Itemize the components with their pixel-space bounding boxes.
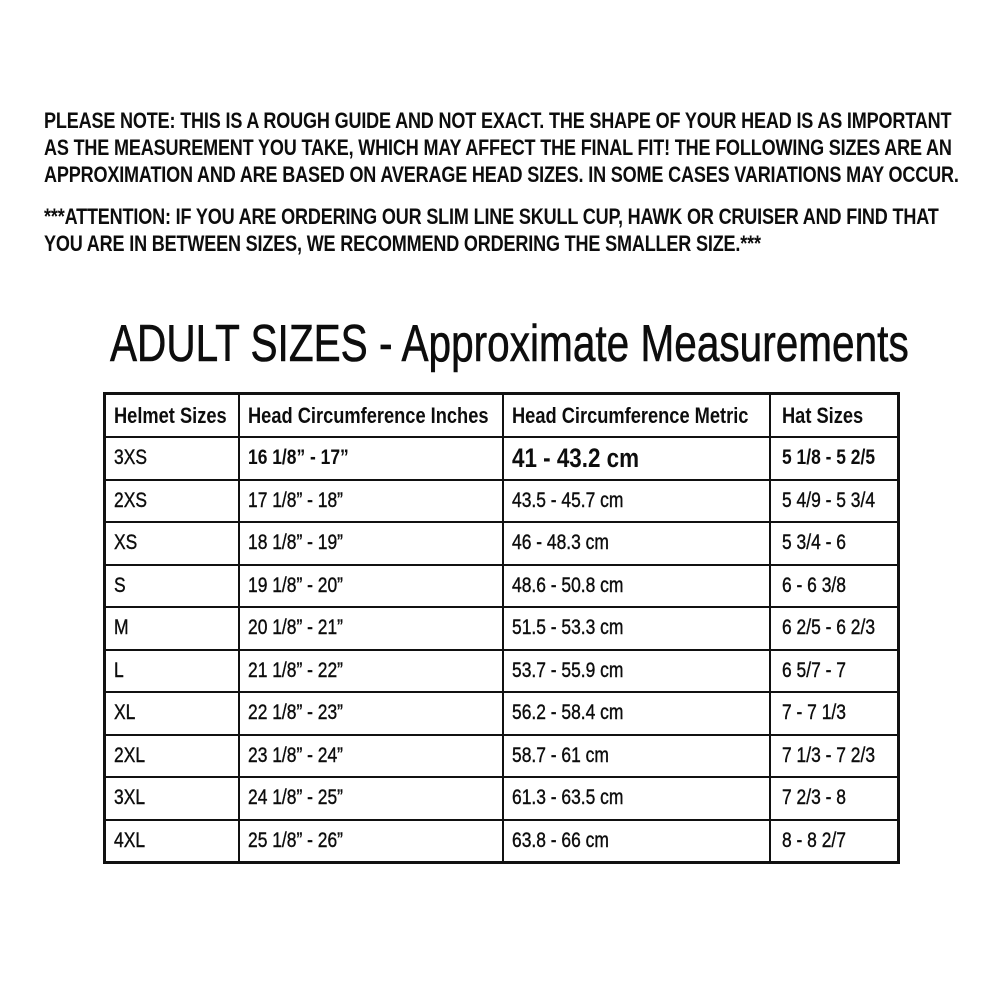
- attention-line: YOU ARE IN BETWEEN SIZES, WE RECOMMEND ORDERING THE SMALLER SIZE.***: [44, 231, 761, 256]
- helmet-size-cell: [105, 735, 239, 778]
- helmet-size-cell: [105, 607, 239, 650]
- helmet-size-value: 2XS: [114, 488, 147, 512]
- header-head-circumference-metric: [503, 394, 770, 438]
- note-line: APPROXIMATION AND ARE BASED ON AVERAGE HEAD SIZES. IN SOME CASES VARIATIONS MAY OCCUR.: [44, 162, 959, 187]
- hat-size-value: 7 2/3 - 8: [781, 786, 846, 810]
- metric-cell: [503, 650, 770, 693]
- inches-value: 21 1/8” - 22”: [247, 658, 343, 682]
- inches-value: 19 1/8” - 20”: [247, 573, 343, 597]
- helmet-size-cell: [105, 522, 239, 565]
- header-label: Head Circumference Inches: [247, 402, 489, 428]
- metric-cell: [503, 735, 770, 778]
- inches-cell: [239, 650, 503, 693]
- hat-size-value: 5 3/4 - 6: [781, 531, 846, 555]
- helmet-size-cell: [105, 692, 239, 735]
- inches-cell: [239, 735, 503, 778]
- helmet-size-cell: [105, 565, 239, 608]
- attention-paragraph: [44, 203, 1000, 257]
- header-label: Helmet Sizes: [114, 402, 227, 428]
- inches-cell: [239, 522, 503, 565]
- table-row: [105, 820, 899, 863]
- adult-sizes-table: [103, 392, 900, 864]
- table-row: [105, 607, 899, 650]
- hat-size-value: 8 - 8 2/7: [781, 828, 846, 852]
- note-line: PLEASE NOTE: THIS IS A ROUGH GUIDE AND NOT EXACT. THE SHAPE OF YOUR HEAD IS AS IMPORTANT: [44, 108, 952, 133]
- inches-cell: [239, 480, 503, 523]
- inches-cell: [239, 820, 503, 863]
- hat-size-value: 6 5/7 - 7: [781, 658, 846, 682]
- note-line: AS THE MEASUREMENT YOU TAKE, WHICH MAY AFFECT THE FINAL FIT! THE FOLLOWING SIZES ARE AN: [44, 135, 952, 160]
- hat-size-cell: [770, 650, 899, 693]
- metric-value: 56.2 - 58.4 cm: [511, 701, 623, 725]
- metric-cell: [503, 607, 770, 650]
- inches-value: 22 1/8” - 23”: [247, 701, 343, 725]
- helmet-size-value: 4XL: [114, 828, 146, 852]
- table-row: [105, 692, 899, 735]
- hat-size-value: 5 1/8 - 5 2/5: [781, 446, 875, 470]
- hat-size-cell: [770, 522, 899, 565]
- inches-cell: [239, 692, 503, 735]
- inches-value: 24 1/8” - 25”: [247, 786, 343, 810]
- metric-value: 43.5 - 45.7 cm: [511, 488, 623, 512]
- metric-value: 46 - 48.3 cm: [511, 531, 609, 555]
- table-row: [105, 777, 899, 820]
- inches-value: 16 1/8” - 17”: [247, 446, 349, 470]
- helmet-size-value: XS: [114, 531, 138, 555]
- header-hat-sizes: [770, 394, 899, 438]
- hat-size-cell: [770, 437, 899, 480]
- helmet-size-value: L: [114, 658, 124, 682]
- helmet-size-value: 3XL: [114, 786, 146, 810]
- page-title: ADULT SIZES - Approximate Measurements: [110, 315, 909, 373]
- inches-value: 20 1/8” - 21”: [247, 616, 343, 640]
- inches-value: 18 1/8” - 19”: [247, 531, 343, 555]
- table-row: [105, 565, 899, 608]
- metric-cell: [503, 820, 770, 863]
- table-row: [105, 735, 899, 778]
- hat-size-cell: [770, 692, 899, 735]
- inches-value: 25 1/8” - 26”: [247, 828, 343, 852]
- metric-value: 48.6 - 50.8 cm: [511, 573, 623, 597]
- hat-size-cell: [770, 735, 899, 778]
- hat-size-cell: [770, 480, 899, 523]
- hat-size-value: 7 - 7 1/3: [781, 701, 846, 725]
- hat-size-value: 7 1/3 - 7 2/3: [781, 743, 875, 767]
- helmet-size-cell: [105, 437, 239, 480]
- metric-value: 63.8 - 66 cm: [511, 828, 609, 852]
- helmet-size-cell: [105, 480, 239, 523]
- header-head-circumference-inches: [239, 394, 503, 438]
- metric-cell: [503, 480, 770, 523]
- metric-cell: [503, 565, 770, 608]
- header-label: Head Circumference Metric: [511, 402, 748, 428]
- helmet-size-value: M: [114, 616, 129, 640]
- hat-size-cell: [770, 565, 899, 608]
- table-row: [105, 522, 899, 565]
- header-label: Hat Sizes: [781, 402, 863, 428]
- inches-cell: [239, 777, 503, 820]
- metric-cell: [503, 777, 770, 820]
- inches-cell: [239, 437, 503, 480]
- inches-value: 23 1/8” - 24”: [247, 743, 343, 767]
- table-row: [105, 437, 899, 480]
- table-header-row: [105, 394, 899, 438]
- hat-size-value: 5 4/9 - 5 3/4: [781, 488, 875, 512]
- metric-cell: [503, 692, 770, 735]
- hat-size-value: 6 2/5 - 6 2/3: [781, 616, 875, 640]
- inches-value: 17 1/8” - 18”: [247, 488, 343, 512]
- metric-cell: [503, 437, 770, 480]
- hat-size-value: 6 - 6 3/8: [781, 573, 846, 597]
- helmet-size-cell: [105, 650, 239, 693]
- helmet-size-cell: [105, 820, 239, 863]
- hat-size-cell: [770, 607, 899, 650]
- metric-value: 41 - 43.2 cm: [511, 442, 639, 473]
- helmet-size-value: 3XS: [114, 446, 147, 470]
- inches-cell: [239, 607, 503, 650]
- hat-size-cell: [770, 777, 899, 820]
- metric-value: 51.5 - 53.3 cm: [511, 616, 623, 640]
- metric-value: 61.3 - 63.5 cm: [511, 786, 623, 810]
- inches-cell: [239, 565, 503, 608]
- helmet-size-cell: [105, 777, 239, 820]
- helmet-size-value: S: [114, 573, 126, 597]
- metric-value: 53.7 - 55.9 cm: [511, 658, 623, 682]
- metric-cell: [503, 522, 770, 565]
- hat-size-cell: [770, 820, 899, 863]
- metric-value: 58.7 - 61 cm: [511, 743, 609, 767]
- please-note-paragraph: [44, 107, 1000, 188]
- table-row: [105, 650, 899, 693]
- helmet-size-value: XL: [114, 701, 136, 725]
- attention-line: ***ATTENTION: IF YOU ARE ORDERING OUR SLIM LINE SKULL CUP, HAWK OR CRUISER AND FIND THAT: [44, 204, 939, 229]
- table-row: [105, 480, 899, 523]
- helmet-size-value: 2XL: [114, 743, 146, 767]
- header-helmet-sizes: [105, 394, 239, 438]
